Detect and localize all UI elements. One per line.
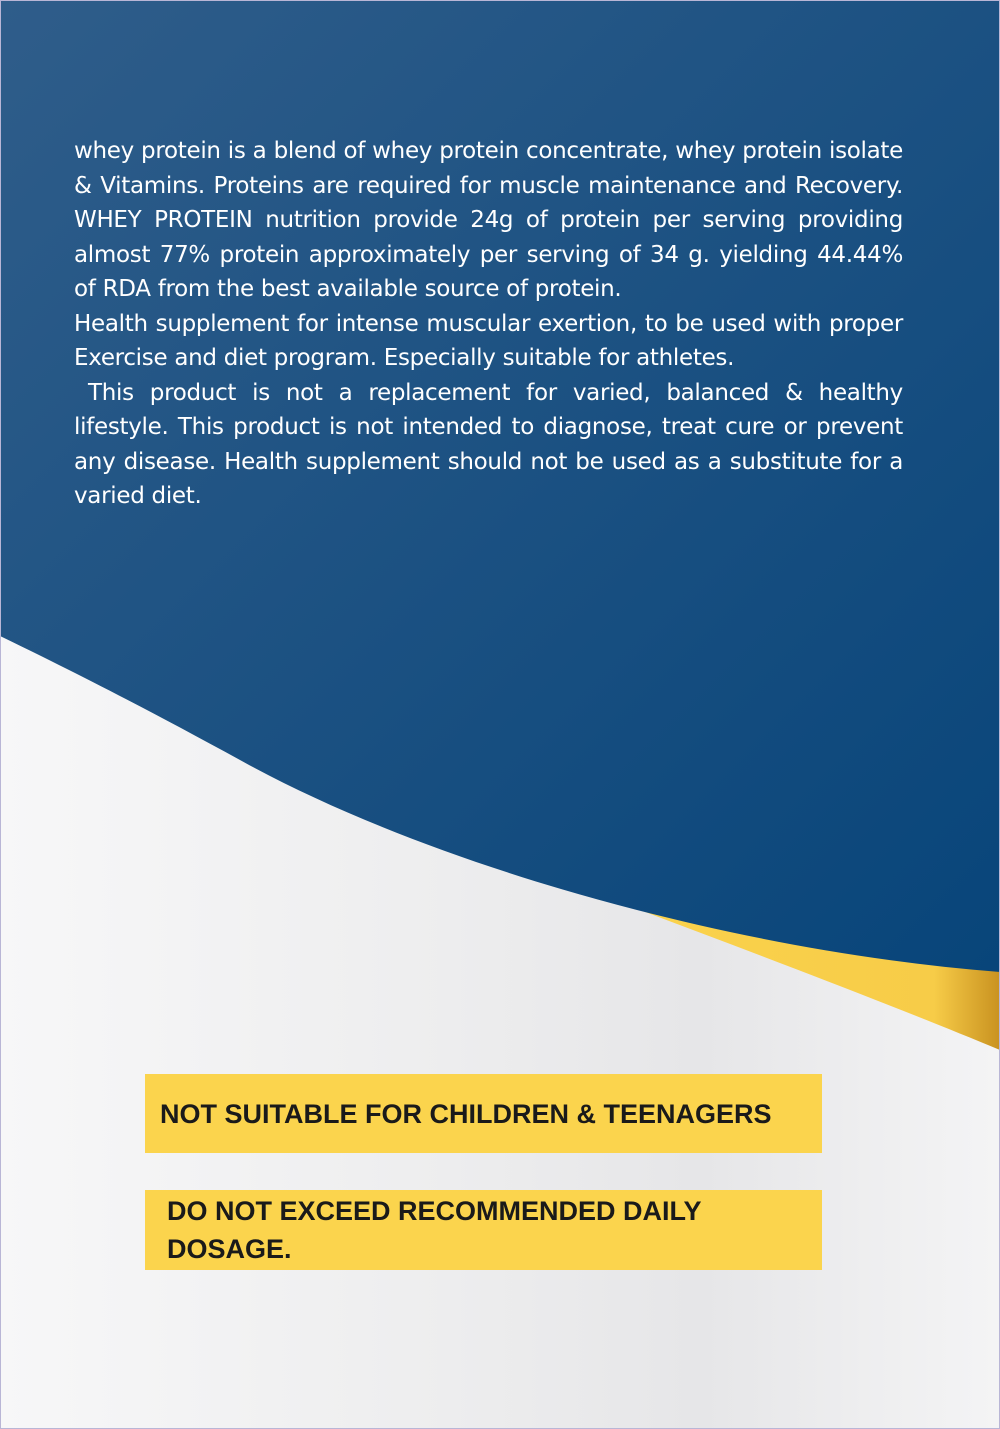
warning-dosage-banner bbox=[145, 1190, 822, 1270]
description-paragraph-3: This product is not a replacement for varied, balanced & healthy lifestyle. This product is not intended to diagnose, treat cure or prevent any disease. Health supplement should not be used as a substitute for a varied diet. bbox=[74, 379, 903, 509]
description-paragraph-2: Health supplement for intense muscular exertion, to be used with proper Exercise and diet program. Especially suitable for athletes. bbox=[74, 310, 903, 371]
warning-dosage-text: DO NOT EXCEED RECOMMENDED DAILY DOSAGE. bbox=[167, 1196, 702, 1264]
description-paragraph-1: whey protein is a blend of whey protein concentrate, whey protein isolate & Vitamins. Proteins are required for muscle maintenance and Recovery. WHEY PROTEIN nutrition provide 24g of protein per serving providing almost 77% protein approximately per serving of 34 g. yielding 44.44% of RDA from the best available source of protein. bbox=[74, 138, 903, 302]
warning-children-text: NOT SUITABLE FOR CHILDREN & TEENAGERS bbox=[160, 1099, 772, 1129]
warning-children-banner bbox=[145, 1074, 822, 1153]
product-description bbox=[74, 134, 903, 514]
